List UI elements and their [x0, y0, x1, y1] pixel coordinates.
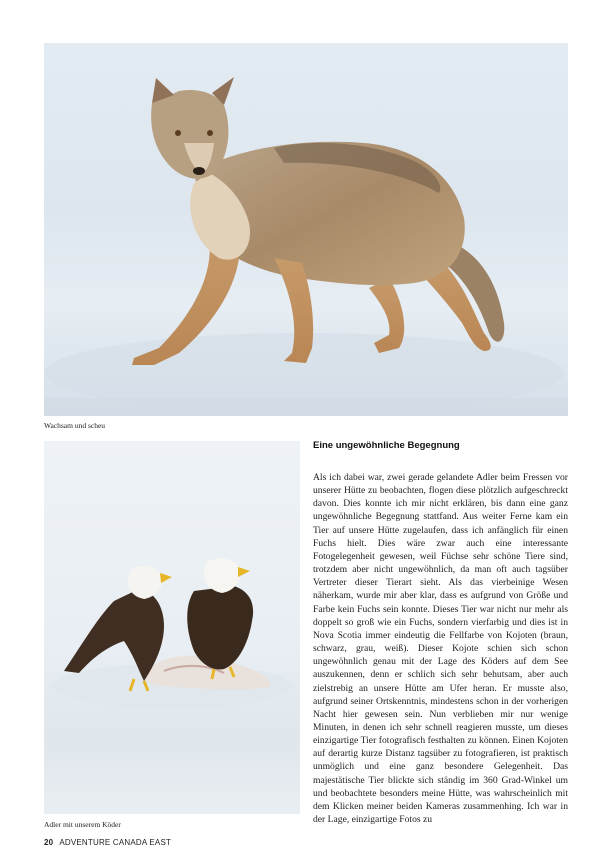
body-paragraph: Als ich dabei war, zwei gerade gelandete Adler beim Fressen vor unserer Hütte zu beobachten, flogen diese plötzlich aufgeschreckt davon. Dies konnte ich mir nicht erklären, bis dann eine ganz ungewöhnliche Begegnung stattfand. Aus weiter Ferne kam ein Tier auf unsere Hütte zugelaufen, dass ich anfänglich für einen Fuchs hielt. Dies wäre zwar auch eine interessante Fotogelegenheit gewesen, weil Füchse sehr schöne Tiere sind, trotzdem aber nicht ungewöhnlich, da man oft auch tagsüber Vertreter dieser Tierart sieht. Als das vierbeinige Wesen näherkam, wurde mir aber klar, dass es aufgrund von Größe und Farbe kein Fuchs sein konnte. Dieses Tier war nicht nur mehr als doppelt so groß wie ein Fuchs, sondern vierfarbig und dies ist in Nova Scotia immer eindeutig die Fellfarbe von Kojoten (braun, schwarz, grau, weiß). Dieser Kojote schien sich schon ungewöhnlich genau mit der Lage des Köders auf dem See auszukennen, denn er schlich sich sehr behutsam, aber auch zielstrebig an unsere Hütte am Ufer heran. Er musste also, aufgrund seiner Ortskenntnis, mindestens schon in der vorherigen Nacht hier gewesen sein. Nun verblieben mir nur wenige Minuten, in denen ich sehr schnell reagieren musste, um dieses einzigartige Tier fotografisch festhalten zu können. Einen Kojoten auf derartig kurze Distanz tagsüber zu fotografieren, ist praktisch unmöglich und eine ganz besondere Gelegenheit. Das majestätische Tier blickte sich ständig im 360 Grad-Winkel um und beobachtete besonders meine Hütte, was wahrscheinlich mit dem Klicken meiner beiden Kameras zusammenhing. Ich war in der Lage, einzigartige Fotos zu — [313, 472, 568, 826]
bottom-photo-caption: Adler mit unserem Köder — [44, 820, 121, 829]
article-heading: Eine ungewöhnliche Begegnung — [313, 440, 460, 451]
article-body — [313, 471, 568, 826]
coyote-photo — [44, 43, 568, 416]
top-photo-caption: Wachsam und scheu — [44, 421, 106, 430]
publication-name: ADVENTURE CANADA EAST — [59, 838, 172, 847]
eagles-illustration — [44, 441, 300, 814]
page-number: 20 — [44, 838, 54, 847]
coyote-illustration — [44, 43, 568, 416]
page-footer — [44, 838, 171, 847]
eagles-photo — [44, 441, 300, 814]
